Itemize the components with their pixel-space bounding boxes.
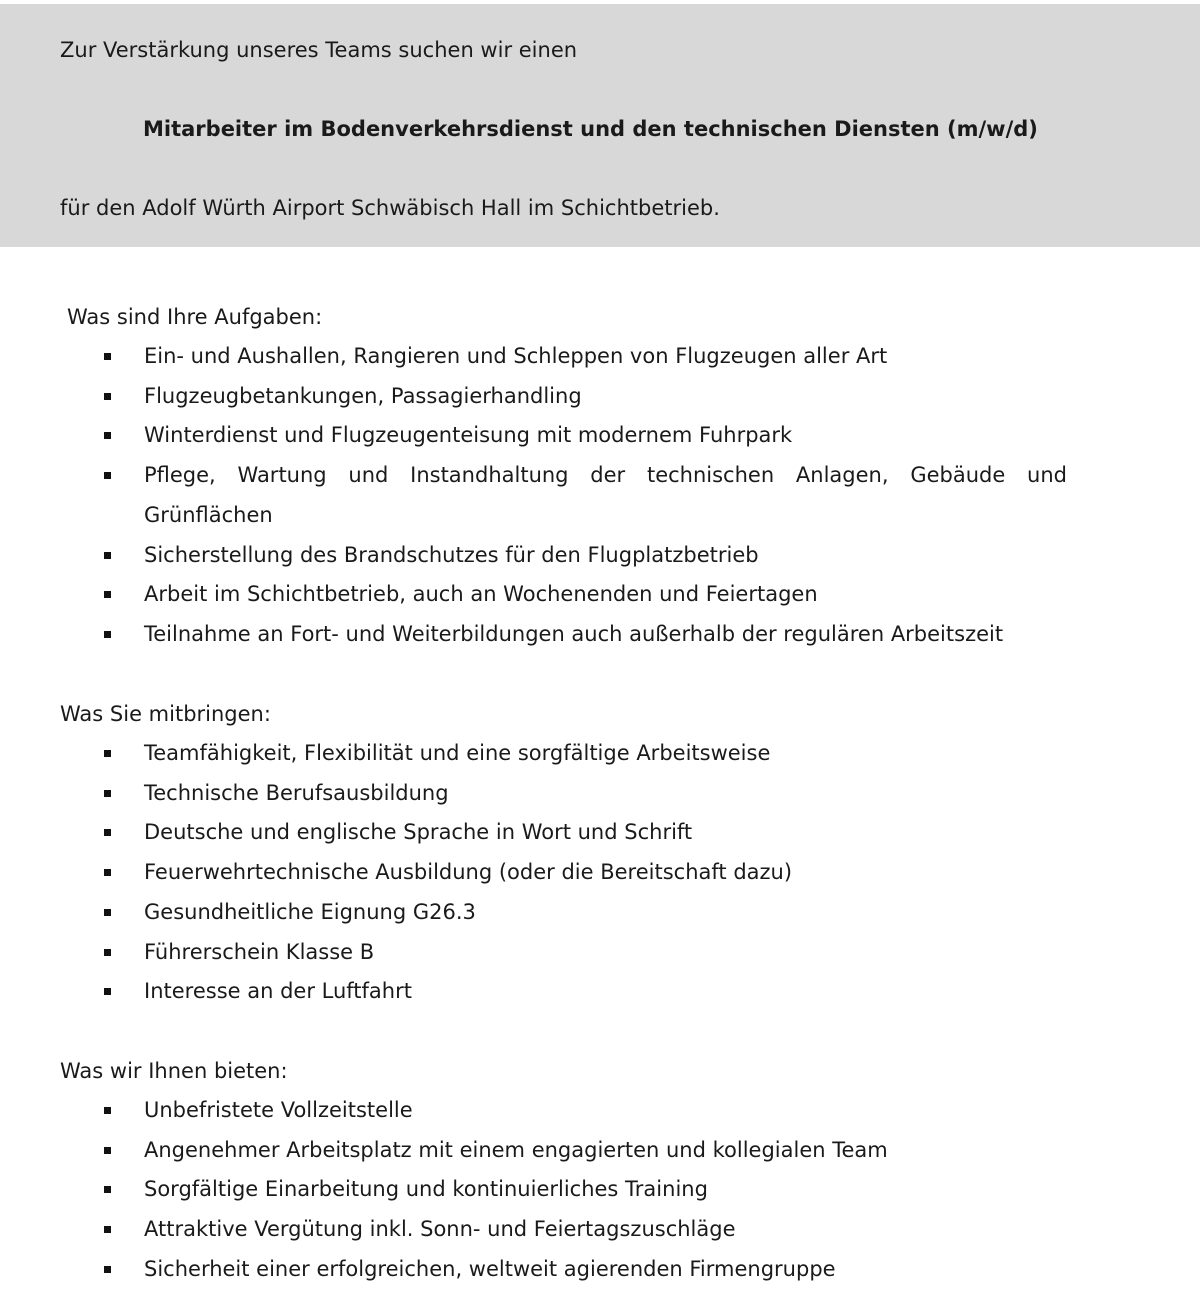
bullet-icon: [104, 790, 111, 797]
list-item: Sicherheit einer erfolgreichen, weltweit agierenden Firmengruppe: [0, 1250, 1200, 1290]
bullet-icon: [104, 909, 111, 916]
bullet-icon: [104, 1107, 111, 1114]
bullet-icon: [104, 750, 111, 757]
bullet-icon: [104, 988, 111, 995]
bullet-icon: [104, 353, 111, 360]
list-item: Attraktive Vergütung inkl. Sonn- und Feiertagszuschläge: [0, 1210, 1200, 1250]
bullet-icon: [104, 829, 111, 836]
offer-list: [0, 1091, 1200, 1290]
list-item: Interesse an der Luftfahrt: [0, 972, 1200, 1012]
bullet-icon: [104, 869, 111, 876]
list-item: Sicherstellung des Brandschutzes für den Flugplatzbetrieb: [0, 536, 1200, 576]
bullet-icon: [104, 1226, 111, 1233]
bullet-icon: [104, 472, 111, 479]
bullet-icon: [104, 393, 111, 400]
bullet-icon: [104, 631, 111, 638]
tasks-heading: Was sind Ihre Aufgaben:: [67, 305, 323, 329]
bullet-icon: [104, 949, 111, 956]
list-item: Flugzeugbetankungen, Passagierhandling: [0, 377, 1200, 417]
tasks-list: [0, 337, 1200, 655]
bullet-icon: [104, 591, 111, 598]
bullet-icon: [104, 1266, 111, 1273]
list-item: Führerschein Klasse B: [0, 933, 1200, 973]
bullet-icon: [104, 432, 111, 439]
list-item: Pflege, Wartung und Instandhaltung der technischen Anlagen, Gebäude und Grünflächen: [0, 456, 1200, 535]
list-item: Winterdienst und Flugzeugenteisung mit modernem Fuhrpark: [0, 416, 1200, 456]
bullet-icon: [104, 552, 111, 559]
list-item: Deutsche und englische Sprache in Wort und Schrift: [0, 813, 1200, 853]
list-item: Arbeit im Schichtbetrieb, auch an Wochenenden und Feiertagen: [0, 575, 1200, 615]
bullet-icon: [104, 1147, 111, 1154]
list-item: Ein- und Aushallen, Rangieren und Schleppen von Flugzeugen aller Art: [0, 337, 1200, 377]
list-item: Gesundheitliche Eignung G26.3: [0, 893, 1200, 933]
list-item: Angenehmer Arbeitsplatz mit einem engagierten und kollegialen Team: [0, 1131, 1200, 1171]
requirements-heading: Was Sie mitbringen:: [60, 702, 271, 726]
bullet-icon: [104, 1186, 111, 1193]
list-item: Teamfähigkeit, Flexibilität und eine sorgfältige Arbeitsweise: [0, 734, 1200, 774]
requirements-list: [0, 734, 1200, 1012]
list-item: Sorgfältige Einarbeitung und kontinuierliches Training: [0, 1170, 1200, 1210]
list-item: Teilnahme an Fort- und Weiterbildungen auch außerhalb der regulären Arbeitszeit: [0, 615, 1200, 655]
header-intro-text: Zur Verstärkung unseres Teams suchen wir einen: [60, 38, 578, 62]
header-location-text: für den Adolf Würth Airport Schwäbisch Hall im Schichtbetrieb.: [60, 196, 720, 220]
list-item: Technische Berufsausbildung: [0, 774, 1200, 814]
job-header-box: [0, 4, 1200, 247]
job-title: Mitarbeiter im Bodenverkehrsdienst und den technischen Diensten (m/w/d): [143, 117, 1038, 141]
offer-heading: Was wir Ihnen bieten:: [60, 1059, 288, 1083]
list-item: Unbefristete Vollzeitstelle: [0, 1091, 1200, 1131]
list-item: Feuerwehrtechnische Ausbildung (oder die Bereitschaft dazu): [0, 853, 1200, 893]
